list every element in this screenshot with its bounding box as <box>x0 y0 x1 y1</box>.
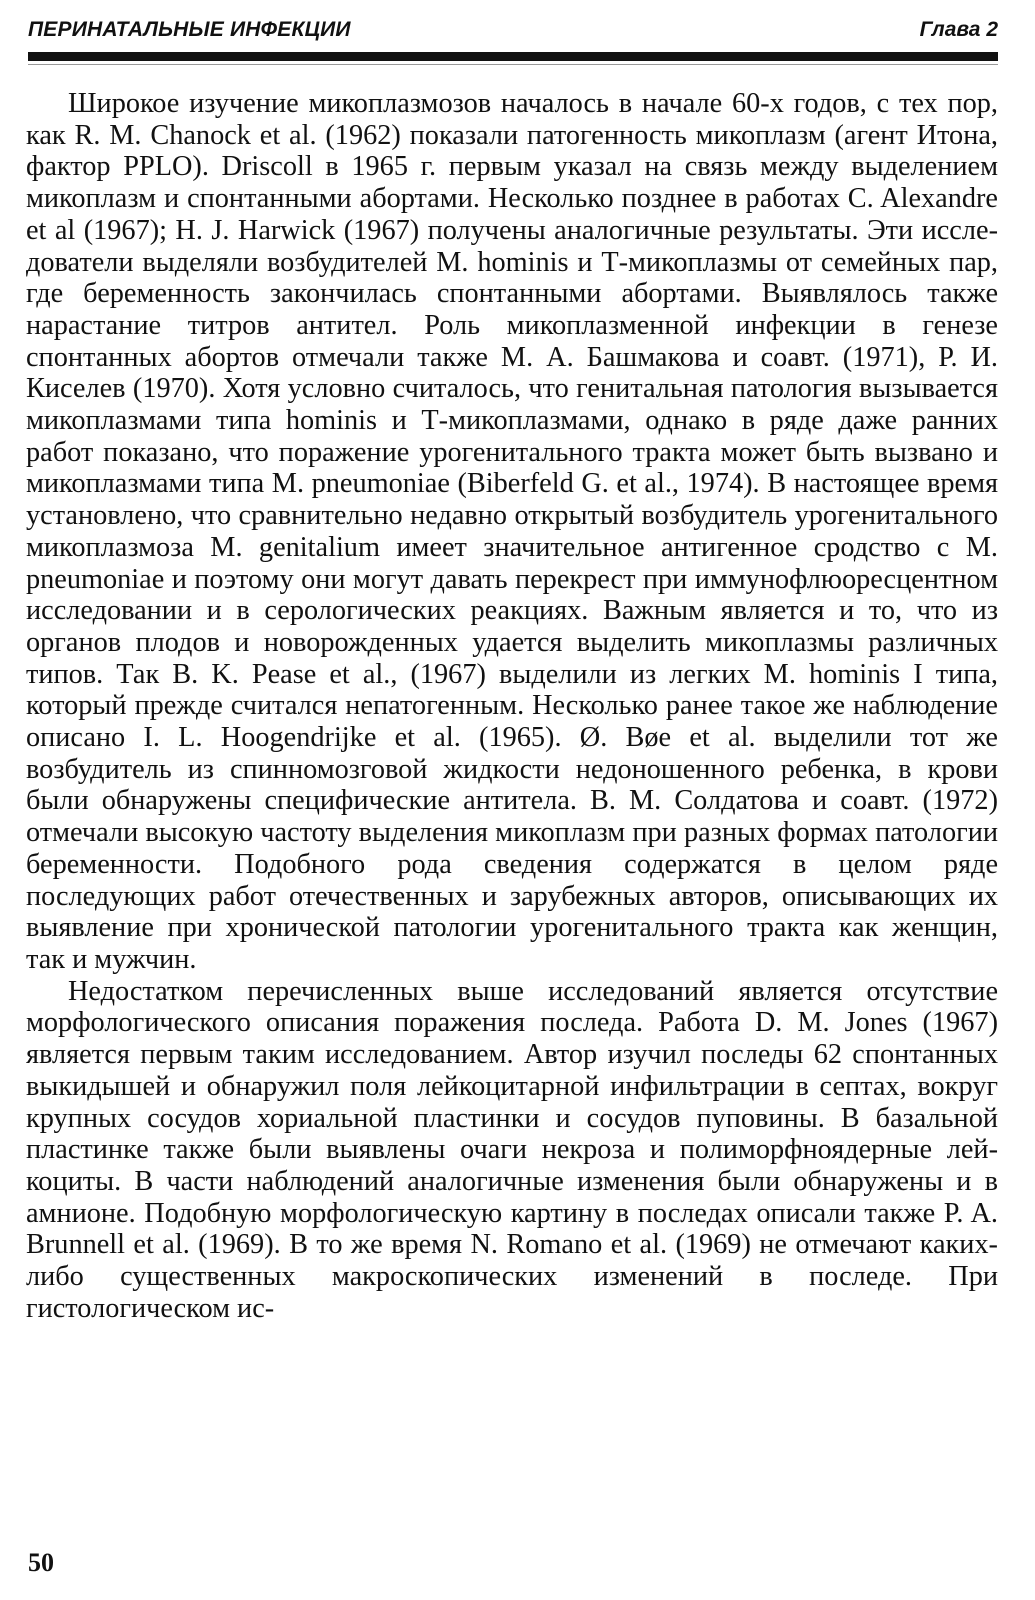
running-header <box>28 18 998 48</box>
header-rule-thin <box>28 64 998 65</box>
paragraph-2: Недостатком перечисленных выше исследований является отсутствие морфологического описания поражения последа. Работа D. M. Jones (1967) является первым таким исследованием. Автор изучил последы 62 спонтанных выкидышей и обнаружил поля лейкоцитарной инфильтрации в септах, вокруг крупных сосудов хориальной пластинки и сосудов пуповины. В базальной пластинке также были выявлены очаги некроза и полиморфноядерные лейкоциты. В части наблюдений аналогичные изменения были обнаружены и в амнионе. Подобную морфологическую картину в последах описали также P. A. Brunnell et al. (1969). В то же время N. Romano et al. (1969) не отмечают каких-либо существенных макроскопических изменений в последе. При гистологическом ис- <box>26 975 998 1324</box>
chapter-label: Глава 2 <box>919 18 998 41</box>
page-number: 50 <box>28 1548 54 1577</box>
paragraph-1: Широкое изучение микоплазмозов началось в начале 60-х годов, с тех пор, как R. M. Chanock et al. (1962) показали патогенность микоплазм (агент Итона, фактор PPLO). Driscoll в 1965 г. первым указал на связь между выделением микоплазм и спонтанными абортами. Несколько позднее в работах C. Alexandre et al (1967); H. J. Harwick (1967) получены аналогичные результаты. Эти исследователи выделяли возбудителей M. hominis и Т-микоплазмы от семейных пар, где беременность закончилась спонтанными абортами. Выявлялось также нарастание титров антител. Роль микоплазменной инфекции в генезе спонтанных абортов отмечали также М. А. Башмакова и соавт. (1971), Р. И. Киселев (1970). Хотя условно считалось, что генитальная патология вызывается микоплазмами типа hominis и Т-микоплазмами, однако в ряде даже ранних работ показано, что поражение урогенитального тракта может быть вызвано и микоплазмами типа M. pneumoniae (Biberfeld G. et al., 1974). В настоящее время установлено, что сравнительно недавно открытый возбудитель урогенитального микоплазмоза M. genitalium имеет значительное антигенное сродство с M. pneumoniae и поэтому они могут давать перекрест при иммунофлюоресцентном исследовании и в серологических реакциях. Важным является и то, что из органов плодов и новорожденных удается выделить микоплазмы различных типов. Так B. K. Pease et al., (1967) выделили из легких M. hominis I типа, который прежде считался непатогенным. Несколько ранее такое же наблюдение описано I. L. Hoogendrijke et al. (1965). Ø. Bøe et al. выделили тот же возбудитель из спинномозговой жидкости недоношенного ребенка, в крови были обнаружены специфические антитела. В. М. Солдатова и соавт. (1972) отмечали высокую частоту выделения микоплазм при разных формах патологии беременности. Подобного рода сведения содержатся в целом ряде последующих работ отечественных и зарубежных авторов, описывающих их выявление при хронической патологии урогенитального тракта как женщин, так и мужчин. <box>26 88 998 975</box>
running-title: ПЕРИНАТАЛЬНЫЕ ИНФЕКЦИИ <box>28 18 351 41</box>
header-rule <box>28 52 998 61</box>
body-text <box>26 88 998 1324</box>
